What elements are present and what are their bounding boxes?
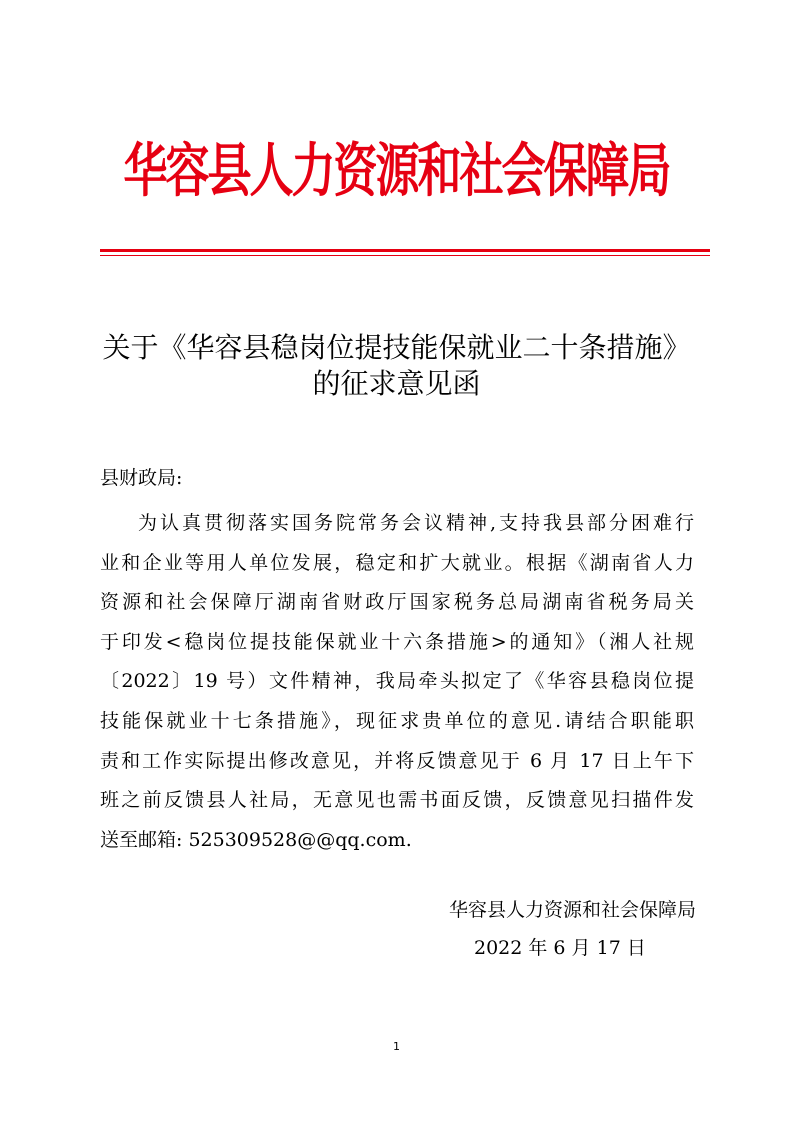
body-line: 于印发<稳岗位提技能保就业十六条措施>的通知》（湘人社规 <box>100 630 694 653</box>
title-line-1: 关于《华容县稳岗位提技能保就业二十条措施》 <box>102 331 691 364</box>
body-line: 业和企业等用人单位发展，稳定和扩大就业。根据《湖南省人力 <box>100 551 694 574</box>
recipient-salutation: 县财政局: <box>100 467 183 489</box>
letterhead-divider-thick <box>100 249 710 252</box>
body-paragraph <box>100 504 694 860</box>
signature-date: 2022 年 6 月 17 日 <box>474 937 646 959</box>
letterhead-agency-name: 华容县人力资源和社会保障局 <box>123 137 670 205</box>
body-line: 〔2022〕19 号）文件精神，我局牵头拟定了《华容县稳岗位提 <box>100 670 694 693</box>
body-line-email: 送至邮箱: 525309528@@qq.com. <box>100 828 412 851</box>
body-line: 班之前反馈县人社局，无意见也需书面反馈，反馈意见扫描件发 <box>100 789 694 812</box>
body-line: 资源和社会保障厅湖南省财政厅国家税务总局湖南省税务局关 <box>100 591 694 614</box>
letterhead-divider-thin <box>100 255 710 256</box>
body-line: 技能保就业十七条措施》，现征求贵单位的意见.请结合职能职 <box>100 709 694 732</box>
document-title <box>80 330 713 402</box>
signature-organization: 华容县人力资源和社会保障局 <box>448 899 696 921</box>
body-line: 为认真贯彻落实国务院常务会议精神,支持我县部分困难行 <box>138 512 694 534</box>
body-line: 责和工作实际提出修改意见，并将反馈意见于 6 月 17 日上午下 <box>100 749 694 772</box>
page-number: 1 <box>393 1040 400 1053</box>
title-line-2: 的征求意见函 <box>312 367 481 400</box>
